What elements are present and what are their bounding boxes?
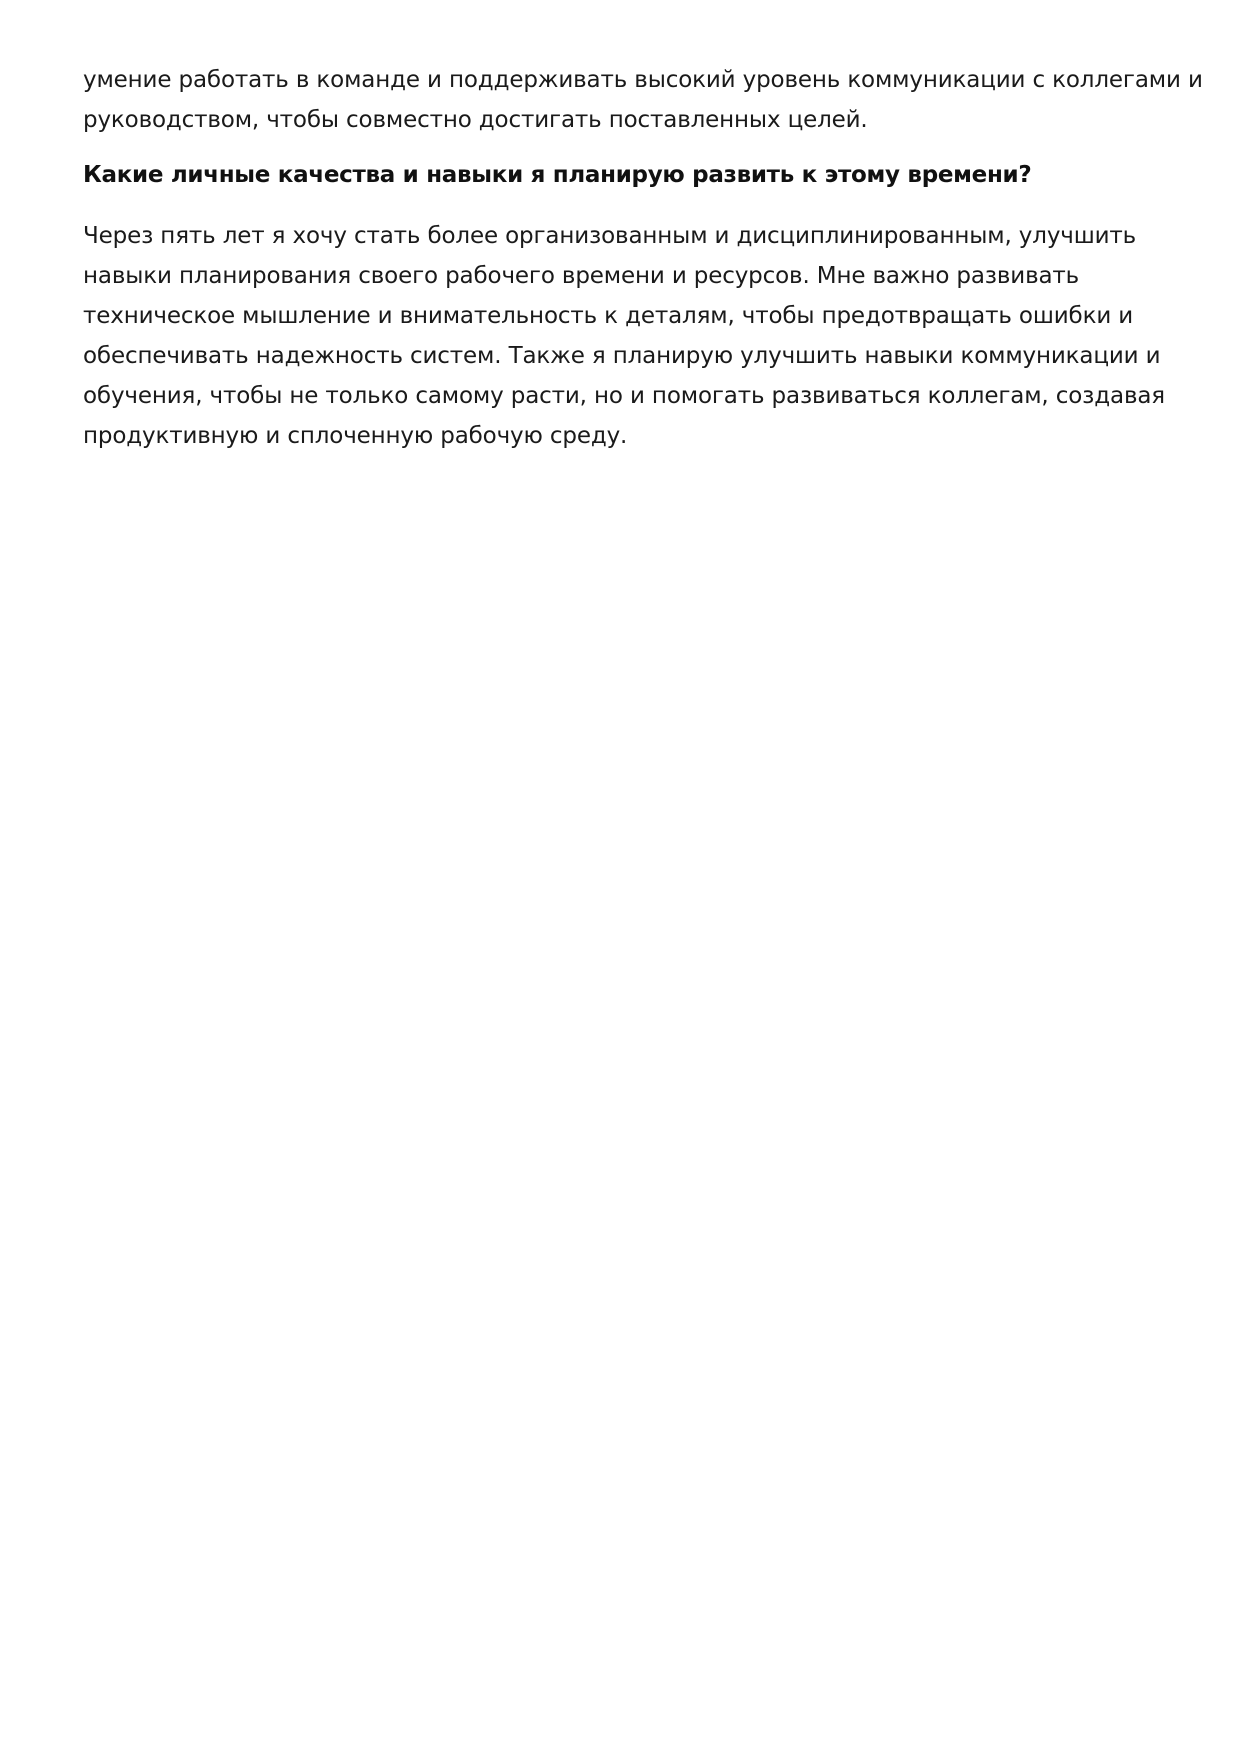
section-heading: Какие личные качества и навыки я планирую развить к этому времени?	[83, 162, 1032, 188]
document-body	[83, 60, 1203, 456]
paragraph-line: обучения, чтобы не только самому расти, но и помогать развиваться коллегам, создавая	[83, 383, 1165, 409]
paragraph-continuation	[83, 60, 1203, 140]
paragraph-personal-qualities	[83, 216, 1163, 456]
paragraph-line: Через пять лет я хочу стать более организованным и дисциплинированным, улучшить	[83, 223, 1137, 249]
paragraph-line: руководством, чтобы совместно достигать поставленных целей.	[83, 107, 868, 133]
paragraph-line: навыки планирования своего рабочего времени и ресурсов. Мне важно развивать	[83, 263, 1080, 289]
paragraph-line: умение работать в команде и поддерживать высокий уровень коммуникации с коллегами и	[83, 67, 1203, 93]
paragraph-line: обеспечивать надежность систем. Также я планирую улучшить навыки коммуникации и	[83, 343, 1161, 369]
paragraph-line: продуктивную и сплоченную рабочую среду.	[83, 423, 628, 449]
paragraph-line: техническое мышление и внимательность к деталям, чтобы предотвращать ошибки и	[83, 303, 1134, 329]
